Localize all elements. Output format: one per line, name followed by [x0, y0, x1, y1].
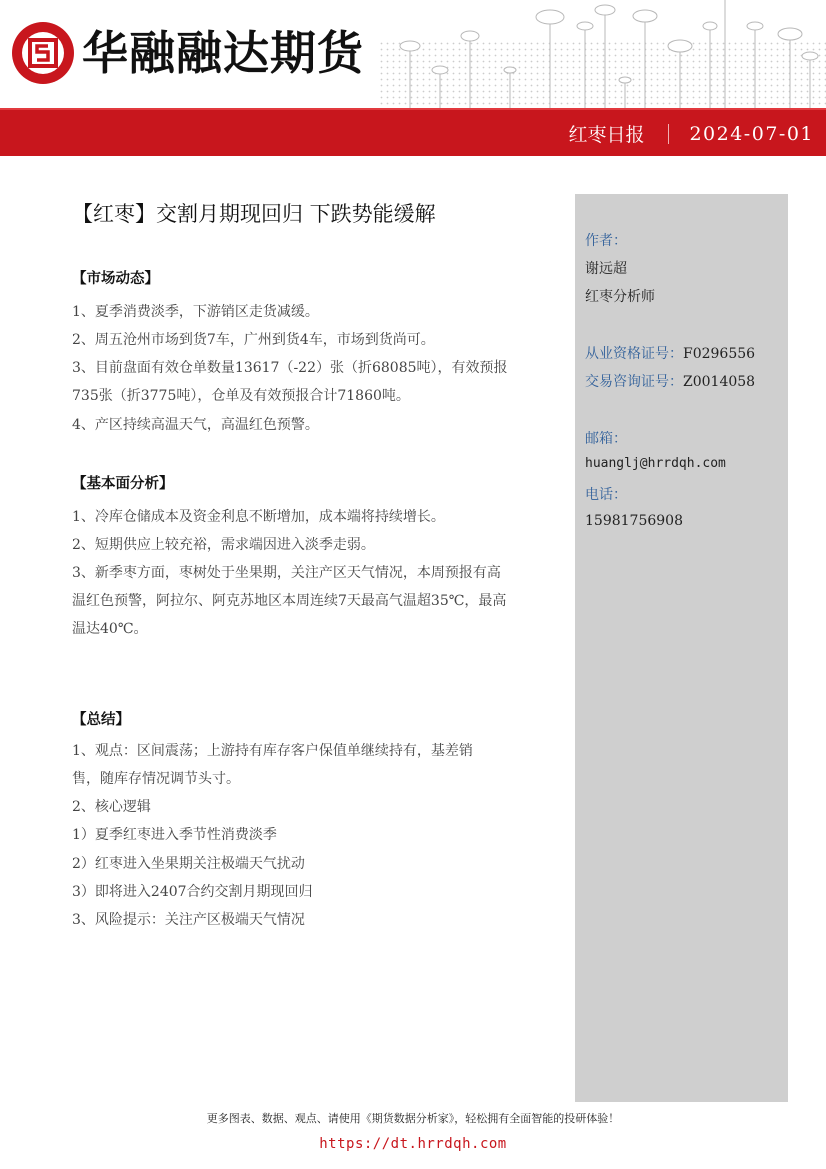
- banner-divider: [668, 124, 669, 144]
- fundamentals-line: 2、短期供应上较充裕，需求端因进入淡季走弱。: [72, 537, 375, 553]
- footer-note: 更多图表、数据、观点、请使用《期货数据分析家》，轻松拥有全面智能的投研体验！: [206, 1112, 620, 1125]
- footer-url-link[interactable]: https://dt.hrrdqh.com: [319, 1136, 507, 1152]
- header: [0, 0, 826, 108]
- company-logo-icon: [10, 20, 76, 86]
- author-role: 红枣分析师: [585, 289, 655, 305]
- fundamentals-line: 温红色预警，阿拉尔、阿克苏地区本周连续7天最高气温超35℃，最高: [72, 593, 507, 609]
- report-date: 2024-07-01: [689, 122, 814, 145]
- consulting-number: Z0014058: [683, 374, 756, 390]
- summary-heading: 【总结】: [72, 711, 130, 728]
- fundamentals-heading: 【基本面分析】: [72, 475, 174, 492]
- phone-number: 15981756908: [585, 513, 683, 529]
- header-decoration: [380, 0, 826, 108]
- summary-line: 2）红枣进入坐果期关注极端天气扰动: [72, 856, 305, 872]
- brand-name: 华融融达期货: [82, 26, 364, 80]
- qualification-label: 从业资格证号：: [585, 346, 683, 362]
- market-line: 3、目前盘面有效仓单数量13617（-22）张（折68085吨），有效预报: [72, 360, 508, 376]
- market-line: 735张（折3775吨），仓单及有效预报合计71860吨。: [72, 388, 410, 404]
- summary-line: 3、风险提示：关注产区极端天气情况: [72, 912, 305, 928]
- market-heading: 【市场动态】: [72, 270, 159, 287]
- fundamentals-line: 1、冷库仓储成本及资金利息不断增加，成本端将持续增长。: [72, 509, 445, 525]
- author-sidebar: [575, 194, 788, 1102]
- summary-line: 售，随库存情况调节头寸。: [72, 771, 240, 787]
- fundamentals-line: 3、新季枣方面，枣树处于坐果期，关注产区天气情况，本周预报有高: [72, 565, 501, 581]
- market-line: 1、夏季消费淡季，下游销区走货减缓。: [72, 304, 319, 320]
- phone-label: 电话：: [585, 487, 627, 503]
- consulting-label: 交易咨询证号：: [585, 374, 683, 390]
- summary-line: 2、核心逻辑: [72, 799, 151, 815]
- summary-line: 1、观点：区间震荡；上游持有库存客户保值单继续持有，基差销: [72, 743, 473, 759]
- summary-line: 3）即将进入2407合约交割月期现回归: [72, 884, 313, 900]
- consulting-line: [585, 371, 755, 391]
- report-title: 【红枣】交割月期现回归 下跌势能缓解: [72, 202, 436, 226]
- report-type: 红枣日报: [568, 124, 645, 146]
- summary-line: 1）夏季红枣进入季节性消费淡季: [72, 827, 277, 843]
- report-banner: [0, 108, 826, 156]
- qualification-line: [585, 343, 755, 363]
- market-line: 4、产区持续高温天气，高温红色预警。: [72, 417, 319, 433]
- email-label: 邮箱：: [585, 431, 627, 447]
- qualification-number: F0296556: [683, 346, 756, 362]
- market-line: 2、周五沧州市场到货7车，广州到货4车，市场到货尚可。: [72, 332, 435, 348]
- email-link[interactable]: huanglj@hrrdqh.com: [585, 456, 726, 471]
- author-name: 谢远超: [585, 261, 627, 277]
- fundamentals-line: 温达40℃。: [72, 621, 148, 637]
- author-label: 作者：: [585, 233, 627, 249]
